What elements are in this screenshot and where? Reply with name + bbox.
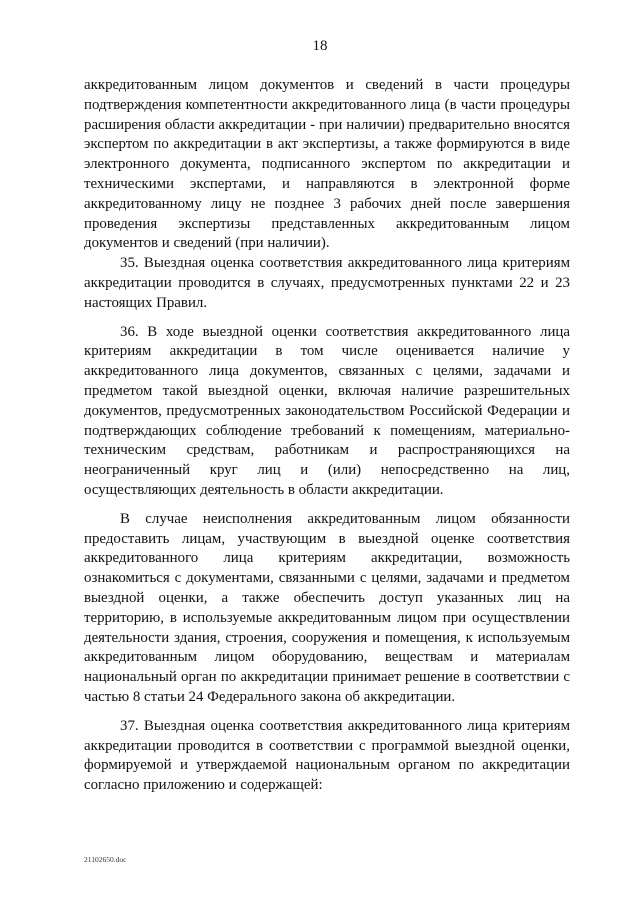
paragraph-continuation: аккредитованным лицом документов и сведений в части процедуры подтверждения компетентности аккредитованного лица (в части процедуры расширения области аккредитации - при наличии) предварительно вносятся экспертом по аккредитации в акт экспертизы, а также формируются в виде электронного документа, подписанного экспертом по аккредитации и техническими экспертами, и направляются в электронной форме аккредитованному лицу не позднее 3 рабочих дней после завершения проведения экспертизы представленных аккредитованным лицом документов и сведений (при наличии). (84, 77, 570, 252)
document-body (84, 76, 570, 796)
paragraph-item-35: 35. Выездная оценка соответствия аккредитованного лица критериям аккредитации проводится в случаях, предусмотренных пунктами 22 и 23 настоящих Правил. (84, 255, 570, 311)
footer-filename: 21102650.doc (84, 855, 127, 864)
paragraph-item-37: 37. Выездная оценка соответствия аккредитованного лица критериям аккредитации проводится в соответствии с программой выездной оценки, формируемой и утверждаемой национальным органом по аккредитации согласно приложению и содержащей: (84, 717, 570, 794)
paragraph-item-36-nonperformance: В случае неисполнения аккредитованным лицом обязанности предоставить лицам, участвующим в выездной оценке соответствия аккредитованного лица критериям аккредитации, возможность ознакомиться с документами, связанными с целями, задачами и предметом выездной оценки, а также обеспечить доступ указанных лиц на территорию, в используемые аккредитованным лицом при осуществлении деятельности здания, строения, сооружения и помещения, к используемым аккредитованным лицом оборудованию, веществам и материалам национальный орган по аккредитации принимает решение в соответствии с частью 8 статьи 24 Федерального закона об аккредитации. (84, 510, 570, 705)
paragraph-item-36: 36. В ходе выездной оценки соответствия аккредитованного лица критериям аккредитации в том числе оценивается наличие у аккредитованного лица документов, связанных с целями, задачами и предметом такой выездной оценки, включая наличие разрешительных документов, предусмотренных законодательством Российской Федерации и подтверждающих соблюдение требований к помещениям, материально-техническим средствам, работникам и распространяющихся на неограниченный круг лиц и (или) непосредственно на лиц, осуществляющих деятельность в области аккредитации. (84, 323, 570, 498)
page-number: 18 (312, 38, 328, 54)
